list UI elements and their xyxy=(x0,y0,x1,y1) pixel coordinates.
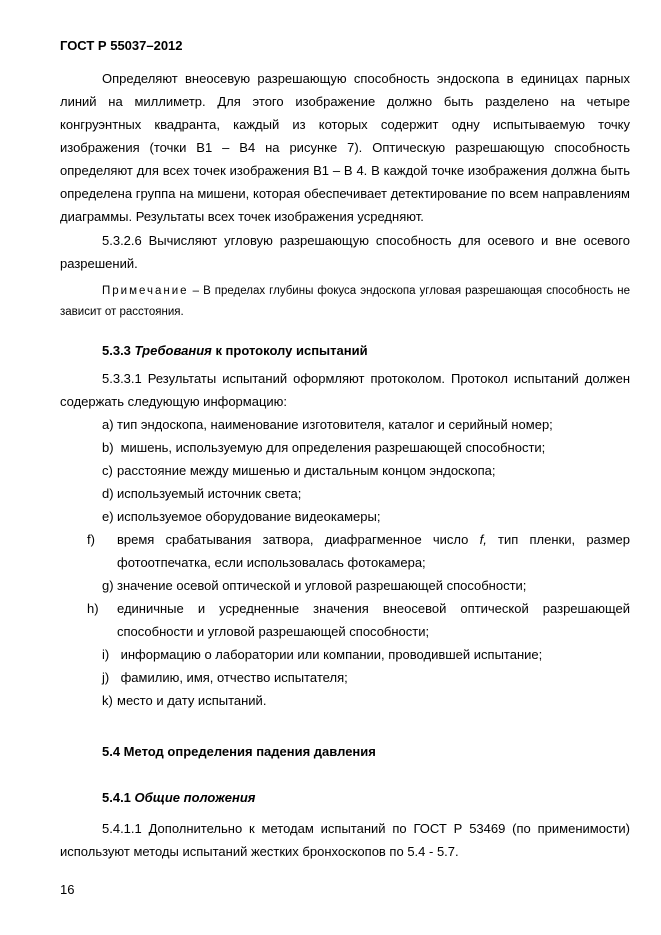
list-item-k xyxy=(102,689,630,712)
paragraph-5-3-2-6: 5.3.2.6 Вычисляют угловую разрешающую способность для осевого и вне осевого разрешений. xyxy=(60,233,630,271)
list-item-a xyxy=(102,413,630,436)
list-item-d xyxy=(102,482,630,505)
list-item-label: j) xyxy=(102,670,110,685)
heading-5-4-1-number: 5.4.1 xyxy=(102,790,135,805)
list-item-text: единичные и усредненные значения внеосевой оптической разрешающей способности и угловой разрешающей способности; xyxy=(117,601,630,639)
paragraph-offaxis-resolution: Определяют внеосевую разрешающую способность эндоскопа в единицах парных линий на миллиметр. Для этого изображение должно быть разделено на четыре конгруэнтных квадранта, каждый из которых содержит одну испытываемую точку изображения (точки В1 – В4 на рисунке 7). Оптическую разрешающую способность определяют для всех точек изображения В1 – В 4. В каждой точке изображения должна быть определена группа на мишени, которая обеспечивает детектирование по всем направлениям диаграммы. Результаты всех точек изображения усредняют. xyxy=(60,71,630,224)
paragraph-5-4-1-1: 5.4.1.1 Дополнительно к методам испытаний по ГОСТ Р 53469 (по применимости) используют методы испытаний жестких бронхоскопов по 5.4 - 5.7. xyxy=(60,821,630,859)
list-item-label: e) xyxy=(102,509,114,524)
heading-5-4-1 xyxy=(102,786,255,809)
list-item-label: d) xyxy=(102,486,114,501)
list-item-f xyxy=(87,528,631,574)
document-header: ГОСТ Р 55037–2012 xyxy=(60,38,183,53)
list-item-text: место и дату испытаний. xyxy=(117,693,267,708)
list-item-label: i) xyxy=(102,647,110,662)
list-item-label: g) xyxy=(102,578,114,593)
list-item-text: значение осевой оптической и угловой разрешающей способности; xyxy=(117,578,527,593)
list-item-label: k) xyxy=(102,693,113,708)
list-item-h xyxy=(87,597,630,643)
heading-5-3-3-rest: к протоколу испытаний xyxy=(211,343,368,358)
list-item-label: h) xyxy=(87,601,99,616)
list-item-text: тип эндоскопа, наименование изготовителя, каталог и серийный номер; xyxy=(117,417,553,432)
heading-5-4: 5.4 Метод определения падения давления xyxy=(102,744,376,759)
paragraph-5-3-3-1: 5.3.3.1 Результаты испытаний оформляют протоколом. Протокол испытаний должен содержать следующую информацию: xyxy=(60,371,630,409)
list-item-text: информацию о лаборатории или компании, проводившей испытание; xyxy=(117,647,543,662)
list-item-label: b) xyxy=(102,440,114,455)
list-item-j xyxy=(102,666,630,689)
note xyxy=(60,281,630,323)
list-item-label: a) xyxy=(102,417,114,432)
list-item-b xyxy=(102,436,630,459)
heading-5-3-3-italic: Требования xyxy=(134,343,212,358)
heading-5-3-3 xyxy=(102,339,368,362)
list-item-i xyxy=(102,643,630,666)
heading-5-4-1-italic: Общие положения xyxy=(134,790,256,805)
list-item-text: время срабатывания затвора, диафрагменное число xyxy=(117,532,480,547)
list-item-label: f) xyxy=(87,532,95,547)
heading-5-3-3-number: 5.3.3 xyxy=(102,343,135,358)
list-item-text: тип пленки, размер фотоотпечатка, если использовалась фотокамера; xyxy=(117,532,631,570)
list-item-c xyxy=(102,459,630,482)
list-item-label: c) xyxy=(102,463,113,478)
note-text: – В пределах глубины фокуса эндоскопа угловая разрешающая способность не зависит от расстояния. xyxy=(60,285,630,318)
list-item-text: используемое оборудование видеокамеры; xyxy=(117,509,381,524)
list-item-text: расстояние между мишенью и дистальным концом эндоскопа; xyxy=(117,463,496,478)
list-item-text: используемый источник света; xyxy=(117,486,302,501)
list-item-e xyxy=(102,505,630,528)
list-item-text: фамилию, имя, отчество испытателя; xyxy=(117,670,348,685)
list-item-italic: f, xyxy=(479,532,487,547)
list-item-text: мишень, используемую для определения разрешающей способности; xyxy=(117,440,546,455)
page-number: 16 xyxy=(60,882,75,897)
list-item-g xyxy=(102,574,630,597)
note-label: Примечание xyxy=(102,285,189,297)
